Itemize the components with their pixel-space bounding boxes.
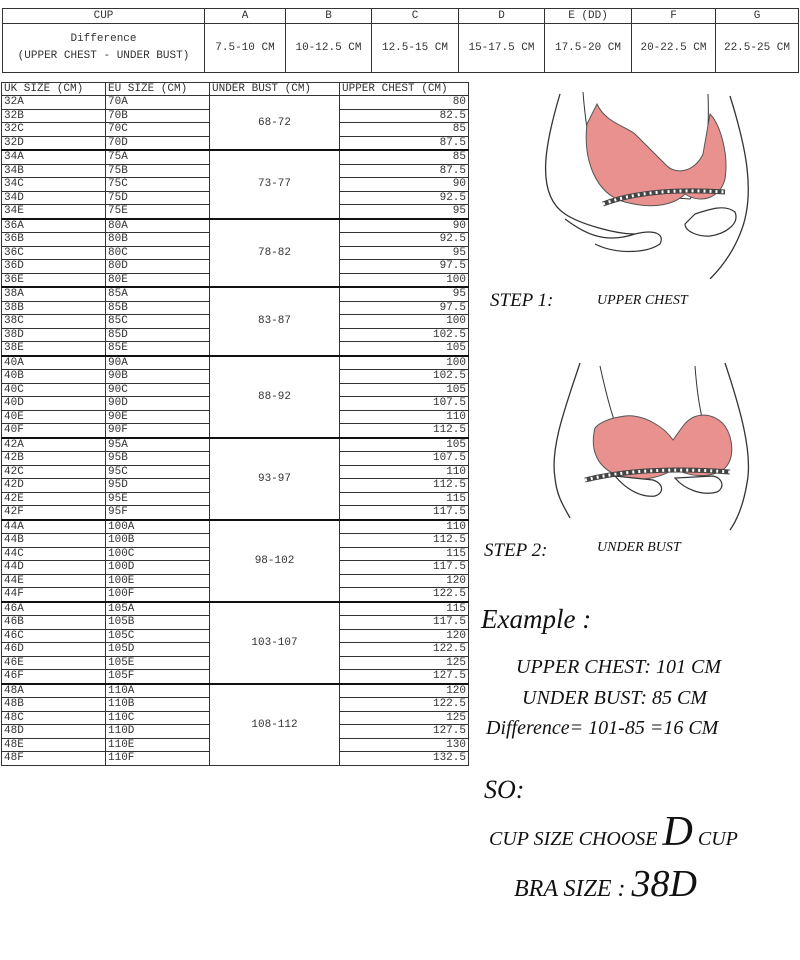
eu-size-cell: 110F [106, 752, 210, 766]
uk-size-cell: 42C [2, 465, 106, 479]
eu-size-cell: 75C [106, 178, 210, 192]
uk-size-cell: 42F [2, 506, 106, 520]
upper-chest-cell: 105 [340, 342, 469, 356]
uk-size-cell: 38A [2, 287, 106, 301]
eu-size-cell: 105B [106, 616, 210, 630]
cup-letter: G [716, 9, 799, 24]
eu-size-cell: 100B [106, 534, 210, 548]
size-table-row [2, 150, 469, 164]
cup-size-choice [489, 808, 738, 856]
under-bust-cell: 103-107 [210, 602, 340, 684]
eu-size-cell: 95F [106, 506, 210, 520]
upper-chest-cell: 127.5 [340, 725, 469, 739]
size-table-row [2, 219, 469, 233]
cup-choice-suffix: CUP [697, 828, 738, 850]
upper-chest-cell: 120 [340, 629, 469, 643]
step1-desc: UPPER CHEST [597, 293, 688, 308]
step2-label: STEP 2: [484, 540, 548, 561]
eu-size-cell: 80A [106, 219, 210, 233]
difference-label [3, 24, 205, 73]
uk-size-cell: 48F [2, 752, 106, 766]
eu-size-cell: 70C [106, 123, 210, 137]
uk-size-cell: 44B [2, 534, 106, 548]
under-bust-cell: 93-97 [210, 438, 340, 520]
eu-size-cell: 90A [106, 356, 210, 370]
eu-size-cell: 95C [106, 465, 210, 479]
upper-chest-cell: 125 [340, 711, 469, 725]
under-bust-cell: 98-102 [210, 520, 340, 602]
under-bust-cell: 108-112 [210, 684, 340, 766]
upper-chest-cell: 110 [340, 410, 469, 424]
difference-range: 15-17.5 CM [459, 24, 545, 73]
uk-size-cell: 44A [2, 520, 106, 534]
difference-range: 17.5-20 CM [545, 24, 632, 73]
upper-chest-cell: 112.5 [340, 479, 469, 493]
uk-size-cell: 48C [2, 711, 106, 725]
difference-range: 20-22.5 CM [632, 24, 716, 73]
uk-size-cell: 38E [2, 342, 106, 356]
uk-size-cell: 38B [2, 301, 106, 315]
uk-size-cell: 40E [2, 410, 106, 424]
upper-chest-cell: 122.5 [340, 588, 469, 602]
cup-choice-letter: D [662, 809, 693, 855]
upper-chest-cell: 100 [340, 273, 469, 287]
right-hand [675, 476, 722, 493]
upper-chest-cell: 130 [340, 738, 469, 752]
eu-size-cell: 75D [106, 191, 210, 205]
upper-chest-cell: 82.5 [340, 109, 469, 123]
upper-chest-cell: 100 [340, 315, 469, 329]
difference-range: 22.5-25 CM [716, 24, 799, 73]
size-table-row [2, 438, 469, 452]
uk-size-cell: 48A [2, 684, 106, 698]
uk-size-cell: 42D [2, 479, 106, 493]
uk-size-cell: 36A [2, 219, 106, 233]
upper-chest-cell: 100 [340, 356, 469, 370]
eu-size-cell: 95D [106, 479, 210, 493]
eu-size-cell: 90C [106, 383, 210, 397]
uk-size-cell: 34B [2, 164, 106, 178]
upper-chest-cell: 85 [340, 150, 469, 164]
uk-size-cell: 48D [2, 725, 106, 739]
uk-size-cell: 44D [2, 561, 106, 575]
eu-size-cell: 100E [106, 574, 210, 588]
size-table-row [2, 520, 469, 534]
eu-size-cell: 90B [106, 370, 210, 384]
example-under-bust: UNDER BUST: 85 CM [522, 687, 707, 709]
eu-size-cell: 100F [106, 588, 210, 602]
under-bust-cell: 73-77 [210, 150, 340, 219]
eu-size-cell: 105E [106, 656, 210, 670]
upper-chest-cell: 110 [340, 520, 469, 534]
uk-size-cell: 46B [2, 616, 106, 630]
uk-size-cell: 44E [2, 574, 106, 588]
upper-chest-cell: 122.5 [340, 643, 469, 657]
cup-letter: D [459, 9, 545, 24]
upper-chest-cell: 102.5 [340, 328, 469, 342]
eu-size-cell: 85C [106, 315, 210, 329]
uk-size-cell: 48E [2, 738, 106, 752]
under-bust-cell: 68-72 [210, 96, 340, 151]
uk-size-cell: 34D [2, 191, 106, 205]
uk-size-cell: 42E [2, 492, 106, 506]
eu-size-cell: 95B [106, 452, 210, 466]
header-eu-size: EU SIZE (CM) [106, 83, 210, 96]
example-title: Example : [481, 604, 592, 634]
uk-size-cell: 36C [2, 246, 106, 260]
difference-row [3, 24, 799, 73]
uk-size-cell: 32D [2, 136, 106, 150]
upper-chest-cell: 95 [340, 246, 469, 260]
upper-chest-cell: 90 [340, 178, 469, 192]
eu-size-cell: 75B [106, 164, 210, 178]
upper-chest-cell: 125 [340, 656, 469, 670]
bra-size-result [514, 862, 697, 906]
uk-size-cell: 44C [2, 547, 106, 561]
eu-size-cell: 110A [106, 684, 210, 698]
right-hand [685, 208, 736, 236]
difference-range: 7.5-10 CM [205, 24, 286, 73]
upper-chest-cell: 115 [340, 602, 469, 616]
size-table-row [2, 287, 469, 301]
eu-size-cell: 105C [106, 629, 210, 643]
upper-chest-cell: 110 [340, 465, 469, 479]
uk-size-cell: 32C [2, 123, 106, 137]
upper-chest-cell: 97.5 [340, 301, 469, 315]
eu-size-cell: 80C [106, 246, 210, 260]
under-bust-cell: 83-87 [210, 287, 340, 356]
eu-size-cell: 110D [106, 725, 210, 739]
upper-chest-cell: 85 [340, 123, 469, 137]
uk-size-cell: 38C [2, 315, 106, 329]
upper-chest-cell: 132.5 [340, 752, 469, 766]
uk-size-cell: 44F [2, 588, 106, 602]
eu-size-cell: 85B [106, 301, 210, 315]
eu-size-cell: 100C [106, 547, 210, 561]
eu-size-cell: 100D [106, 561, 210, 575]
size-table-row [2, 96, 469, 110]
so-label: SO: [484, 775, 525, 804]
upper-chest-cell: 90 [340, 219, 469, 233]
upper-chest-cell: 112.5 [340, 424, 469, 438]
eu-size-cell: 105F [106, 670, 210, 684]
upper-chest-cell: 105 [340, 438, 469, 452]
uk-size-cell: 46C [2, 629, 106, 643]
uk-size-cell: 36E [2, 273, 106, 287]
upper-chest-cell: 115 [340, 547, 469, 561]
uk-size-cell: 46E [2, 656, 106, 670]
cup-choice-prefix: CUP SIZE CHOOSE [489, 828, 658, 850]
eu-size-cell: 85D [106, 328, 210, 342]
upper-chest-cell: 117.5 [340, 616, 469, 630]
step2-desc: UNDER BUST [597, 540, 681, 555]
upper-chest-cell: 95 [340, 287, 469, 301]
uk-size-cell: 42A [2, 438, 106, 452]
uk-size-cell: 42B [2, 452, 106, 466]
left-hand [615, 476, 662, 496]
eu-size-cell: 110B [106, 698, 210, 712]
header-under-bust: UNDER BUST (CM) [210, 83, 340, 96]
uk-size-cell: 36B [2, 233, 106, 247]
step1-label: STEP 1: [490, 290, 554, 311]
bra-size-prefix: BRA SIZE : [514, 876, 626, 902]
torso-outline-left [554, 363, 580, 518]
header-upper-chest: UPPER CHEST (CM) [340, 83, 469, 96]
size-table-row [2, 602, 469, 616]
eu-size-cell: 80D [106, 260, 210, 274]
upper-chest-cell: 115 [340, 492, 469, 506]
difference-label-line1: Difference [70, 33, 137, 45]
eu-size-cell: 80E [106, 273, 210, 287]
upper-chest-cell: 105 [340, 383, 469, 397]
uk-size-cell: 40B [2, 370, 106, 384]
uk-size-cell: 40A [2, 356, 106, 370]
example-difference: Difference= 101-85 =16 CM [486, 717, 719, 739]
example-upper-chest: UPPER CHEST: 101 CM [516, 656, 721, 678]
upper-chest-cell: 120 [340, 574, 469, 588]
upper-chest-measuring-illustration [525, 84, 765, 279]
uk-size-cell: 38D [2, 328, 106, 342]
upper-chest-cell: 102.5 [340, 370, 469, 384]
uk-size-cell: 34E [2, 205, 106, 219]
size-table-row [2, 684, 469, 698]
cup-letter: B [286, 9, 372, 24]
difference-label-line2: (UPPER CHEST - UNDER BUST) [17, 50, 190, 62]
cup-letter: A [205, 9, 286, 24]
uk-size-cell: 34C [2, 178, 106, 192]
uk-size-cell: 40D [2, 397, 106, 411]
eu-size-cell: 105A [106, 602, 210, 616]
upper-chest-cell: 112.5 [340, 534, 469, 548]
size-table-header-row [2, 83, 469, 96]
eu-size-cell: 95E [106, 492, 210, 506]
header-uk-size: UK SIZE (CM) [2, 83, 106, 96]
eu-size-cell: 90D [106, 397, 210, 411]
under-bust-cell: 78-82 [210, 219, 340, 288]
upper-chest-cell: 92.5 [340, 233, 469, 247]
cup-header-label: CUP [3, 9, 205, 24]
eu-size-cell: 85A [106, 287, 210, 301]
upper-chest-cell: 87.5 [340, 164, 469, 178]
upper-chest-cell: 107.5 [340, 397, 469, 411]
uk-size-cell: 34A [2, 150, 106, 164]
eu-size-cell: 110E [106, 738, 210, 752]
difference-range: 10-12.5 CM [286, 24, 372, 73]
cup-letter: F [632, 9, 716, 24]
cup-header-row [3, 9, 799, 24]
upper-chest-cell: 120 [340, 684, 469, 698]
upper-chest-cell: 107.5 [340, 452, 469, 466]
upper-chest-cell: 127.5 [340, 670, 469, 684]
eu-size-cell: 75E [106, 205, 210, 219]
cup-difference-table [2, 8, 799, 73]
uk-size-cell: 46F [2, 670, 106, 684]
uk-size-cell: 46D [2, 643, 106, 657]
eu-size-cell: 90F [106, 424, 210, 438]
uk-size-cell: 40F [2, 424, 106, 438]
eu-size-cell: 85E [106, 342, 210, 356]
size-table-row [2, 356, 469, 370]
eu-size-cell: 100A [106, 520, 210, 534]
eu-size-cell: 80B [106, 233, 210, 247]
upper-chest-cell: 92.5 [340, 191, 469, 205]
upper-chest-cell: 95 [340, 205, 469, 219]
eu-size-cell: 70B [106, 109, 210, 123]
under-bust-measuring-illustration [525, 358, 765, 533]
eu-size-cell: 110C [106, 711, 210, 725]
upper-chest-cell: 97.5 [340, 260, 469, 274]
eu-size-cell: 95A [106, 438, 210, 452]
uk-size-cell: 46A [2, 602, 106, 616]
eu-size-cell: 70A [106, 96, 210, 110]
cup-letter: C [372, 9, 459, 24]
upper-chest-cell: 117.5 [340, 506, 469, 520]
eu-size-cell: 75A [106, 150, 210, 164]
uk-size-cell: 48B [2, 698, 106, 712]
upper-chest-cell: 87.5 [340, 136, 469, 150]
upper-chest-cell: 117.5 [340, 561, 469, 575]
bra-size-table [1, 82, 469, 766]
difference-range: 12.5-15 CM [372, 24, 459, 73]
upper-chest-cell: 122.5 [340, 698, 469, 712]
uk-size-cell: 36D [2, 260, 106, 274]
left-hand [565, 219, 661, 252]
eu-size-cell: 105D [106, 643, 210, 657]
bra-size-value: 38D [631, 863, 697, 905]
cup-letter: E (DD) [545, 9, 632, 24]
uk-size-cell: 32A [2, 96, 106, 110]
eu-size-cell: 70D [106, 136, 210, 150]
upper-chest-cell: 80 [340, 96, 469, 110]
under-bust-cell: 88-92 [210, 356, 340, 438]
uk-size-cell: 40C [2, 383, 106, 397]
eu-size-cell: 90E [106, 410, 210, 424]
uk-size-cell: 32B [2, 109, 106, 123]
